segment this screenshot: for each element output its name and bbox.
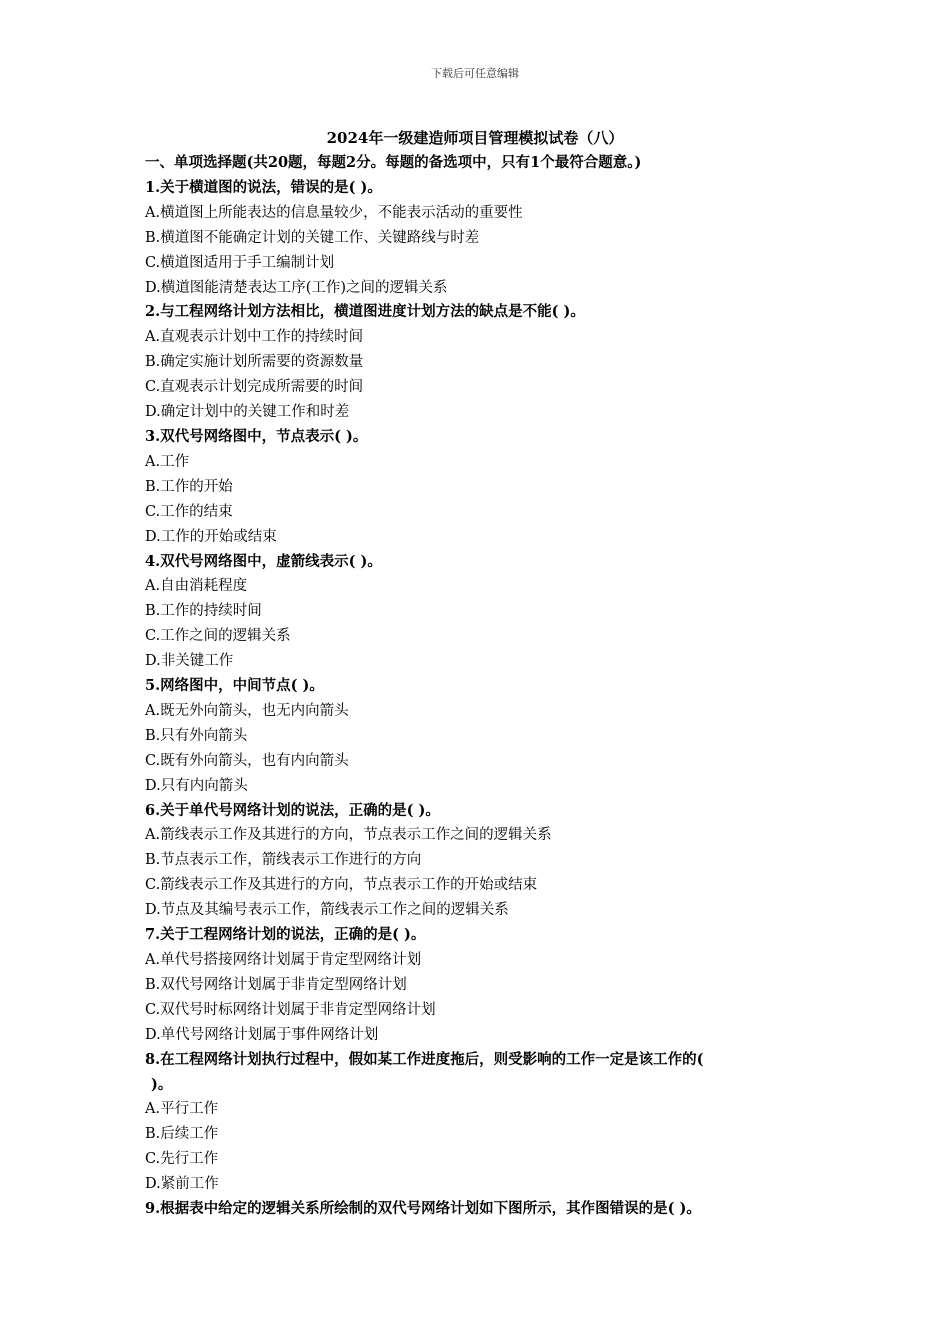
document-body (145, 151, 825, 1222)
question-block (145, 1048, 825, 1197)
answer-option: B.双代号网络计划属于非肯定型网络计划 (145, 976, 407, 993)
answer-option: D.确定计划中的关键工作和时差 (145, 404, 350, 421)
answer-option: A.自由消耗程度 (145, 578, 248, 595)
answer-option: D.工作的开始或结束 (145, 528, 277, 545)
header-note: 下载后可任意编辑 (431, 67, 519, 80)
answer-option: A.单代号搭接网络计划属于肯定型网络计划 (145, 952, 422, 968)
question-block (145, 300, 825, 425)
answer-option: D.紧前工作 (145, 1176, 219, 1193)
question-block (145, 1197, 825, 1222)
question-text: 7.关于工程网络计划的说法，正确的是( )。 (145, 926, 426, 944)
answer-option: C.横道图适用于手工编制计划 (145, 254, 335, 271)
question-block (145, 923, 825, 1048)
answer-option: A.直观表示计划中工作的持续时间 (145, 329, 364, 346)
answer-option: A.横道图上所能表达的信息量较少，不能表示活动的重要性 (145, 204, 523, 221)
question-list (145, 176, 825, 1222)
question-text: 1.关于横道图的说法，错误的是( )。 (145, 178, 382, 196)
question-text: 3.双代号网络图中，节点表示( )。 (145, 427, 368, 445)
answer-option: A.平行工作 (145, 1101, 219, 1118)
section-heading: 一、单项选择题(共20题，每题2分。每题的备选项中，只有1个最符合题意。) (145, 154, 642, 171)
question-text: 5.网络图中，中间节点( )。 (145, 677, 324, 695)
answer-option: D.横道图能清楚表达工序(工作)之间的逻辑关系 (145, 279, 448, 296)
question-text: 2.与工程网络计划方法相比，横道图进度计划方法的缺点是不能( )。 (145, 303, 585, 321)
question-block (145, 425, 825, 550)
answer-option: D.只有内向箭头 (145, 777, 248, 794)
question-text: )。 (151, 1075, 173, 1093)
answer-option: C.双代号时标网络计划属于非肯定型网络计划 (145, 1001, 436, 1018)
answer-option: B.横道图不能确定计划的关键工作、关键路线与时差 (145, 229, 480, 246)
question-block (145, 550, 825, 675)
answer-option: A.箭线表示工作及其进行的方向，节点表示工作之间的逻辑关系 (145, 827, 552, 844)
question-text: 6.关于单代号网络计划的说法，正确的是( )。 (145, 801, 440, 819)
question-text: 4.双代号网络图中，虚箭线表示( )。 (145, 552, 382, 570)
answer-option: A.既无外向箭头，也无内向箭头 (145, 702, 349, 719)
answer-option: D.单代号网络计划属于事件网络计划 (145, 1026, 379, 1043)
answer-option: B.工作的开始 (145, 478, 233, 495)
question-block (145, 176, 825, 301)
answer-option: D.非关键工作 (145, 653, 234, 670)
answer-option: C.工作之间的逻辑关系 (145, 628, 291, 645)
answer-option: B.工作的持续时间 (145, 603, 262, 620)
answer-option: B.节点表示工作，箭线表示工作进行的方向 (145, 852, 422, 869)
question-block (145, 799, 825, 924)
question-text: 9.根据表中给定的逻辑关系所绘制的双代号网络计划如下图所示，其作图错误的是( )。 (145, 1200, 701, 1218)
answer-option: B.只有外向箭头 (145, 727, 248, 744)
document-title: 2024年一级建造师项目管理模拟试卷（八） (326, 129, 624, 147)
answer-option: D.节点及其编号表示工作，箭线表示工作之间的逻辑关系 (145, 902, 509, 919)
answer-option: A.工作 (145, 453, 190, 470)
question-text: 8.在工程网络计划执行过程中，假如某工作进度拖后，则受影响的工作一定是该工作的( (145, 1050, 704, 1068)
question-block (145, 674, 825, 799)
answer-option: C.箭线表示工作及其进行的方向，节点表示工作的开始或结束 (145, 877, 538, 894)
answer-option: C.工作的结束 (145, 503, 233, 520)
answer-option: B.后续工作 (145, 1126, 219, 1143)
answer-option: C.先行工作 (145, 1151, 219, 1168)
answer-option: B.确定实施计划所需要的资源数量 (145, 354, 364, 371)
answer-option: C.直观表示计划完成所需要的时间 (145, 379, 364, 396)
answer-option: C.既有外向箭头，也有内向箭头 (145, 752, 349, 769)
